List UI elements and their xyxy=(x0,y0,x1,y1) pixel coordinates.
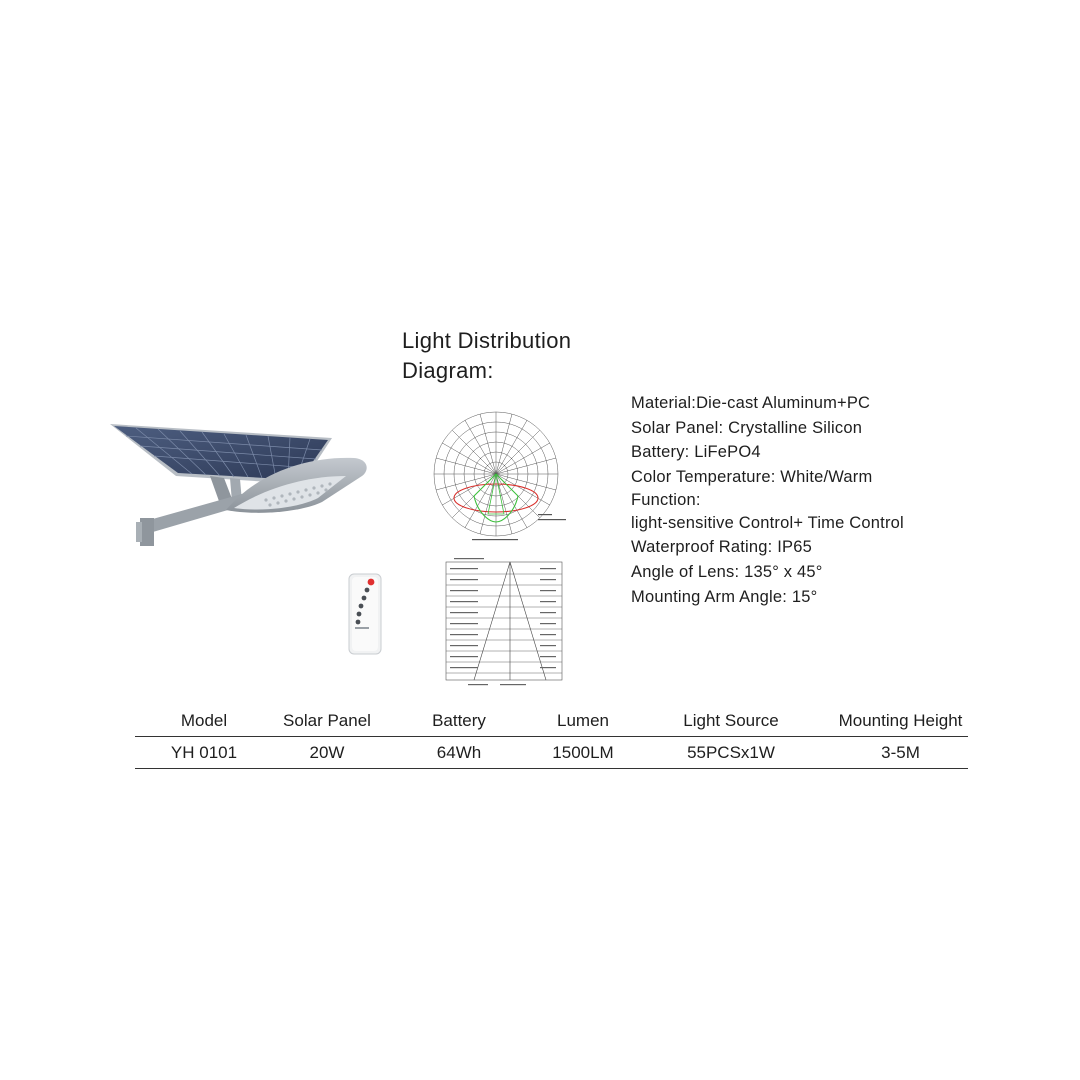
power-button-icon xyxy=(368,579,375,586)
header-solar-panel: Solar Panel xyxy=(273,706,381,737)
spec-function-label: Function: xyxy=(631,490,701,509)
illuminance-cone-diagram xyxy=(440,556,566,688)
cell-mounting-height: 3-5M xyxy=(833,737,968,769)
spec-mounting-arm-angle: Mounting Arm Angle: 15° xyxy=(631,587,818,606)
solar-street-light-image xyxy=(106,418,374,552)
cell-battery: 64Wh xyxy=(381,737,537,769)
spec-angle-of-lens: Angle of Lens: 135° x 45° xyxy=(631,563,823,582)
table-row xyxy=(135,737,968,769)
cell-model: YH 0101 xyxy=(135,737,273,769)
title-line-1: Light Distribution xyxy=(402,328,572,353)
spec-material: Material:Die-cast Aluminum+PC xyxy=(631,394,871,412)
spec-color-temperature: Color Temperature: White/Warm xyxy=(631,468,873,487)
title-line-2: Diagram: xyxy=(402,358,494,383)
header-model: Model xyxy=(135,706,273,737)
spec-battery: Battery: LiFePO4 xyxy=(631,443,761,462)
cell-solar-panel: 20W xyxy=(273,737,381,769)
light-distribution-title xyxy=(402,326,622,386)
model-spec-table xyxy=(135,706,968,769)
spec-function-value: light-sensitive Control+ Time Control xyxy=(631,513,904,532)
specifications-list xyxy=(631,391,1051,610)
cell-lumen: 1500LM xyxy=(537,737,629,769)
polar-distribution-diagram xyxy=(432,408,582,544)
header-mounting-height: Mounting Height xyxy=(833,706,968,737)
header-lumen: Lumen xyxy=(537,706,629,737)
remote-control-image xyxy=(346,572,384,656)
spec-waterproof-rating: Waterproof Rating: IP65 xyxy=(631,538,812,557)
cell-light-source: 55PCSx1W xyxy=(629,737,833,769)
header-light-source: Light Source xyxy=(629,706,833,737)
header-battery: Battery xyxy=(381,706,537,737)
spec-solar-panel: Solar Panel: Crystalline Silicon xyxy=(631,418,863,437)
table-header-row xyxy=(135,706,968,737)
